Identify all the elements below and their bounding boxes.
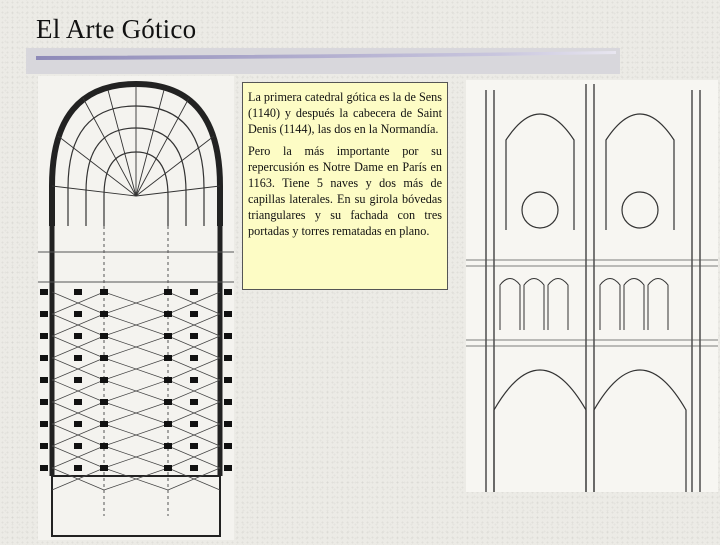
elevation-drawing <box>466 80 718 492</box>
cathedral-elevation <box>466 80 718 492</box>
description-text-box <box>242 82 448 290</box>
slide-title: El Arte Gótico <box>36 14 197 44</box>
paragraph-notre-dame: Pero la más importante por su repercusión es Notre Dame en París en 1163. Tiene 5 naves y dos más de capillas laterales. En su girola bóvedas triangulares y su fachada con tres portadas y torres rematadas en plano. <box>248 144 442 238</box>
floor-plan-drawing <box>38 76 234 540</box>
title-underline <box>26 42 620 74</box>
cathedral-floor-plan <box>38 76 234 540</box>
paragraph-first-cathedrals: La primera catedral gótica es la de Sens (1140) y después la cabecera de Saint Denis (1144), las dos en la Normandía. <box>248 90 442 136</box>
